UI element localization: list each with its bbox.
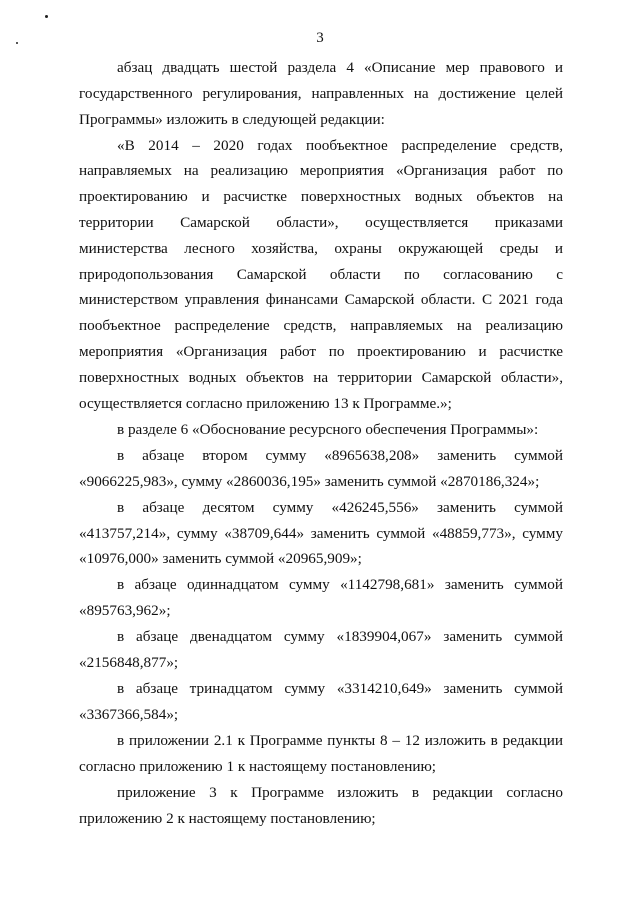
paragraph-section6-intro: в разделе 6 «Обоснование ресурсного обеспечения Программы»: [117, 420, 539, 438]
scan-speck [45, 15, 48, 18]
paragraph-abzac-12: в абзаце двенадцатом сумму «1839904,067» заменить суммой «2156848,877»; [79, 628, 563, 672]
paragraph-abzac-10: в абзаце десятом сумму «426245,556» заменить суммой «413757,214», сумму «38709,644» заменить суммой «48859,773», сумму «10976,000» заменить суммой «20965,909»; [79, 498, 563, 568]
paragraph-section4-intro: абзац двадцать шестой раздела 4 «Описание мер правового и государственного регулирования, направленных на достижение целей Программы» изложить в следующей редакции: [79, 59, 563, 128]
paragraph-quoted-text: «В 2014 – 2020 годах пообъектное распределение средств, направляемых на реализацию мероприятия «Организация работ по проектированию и расчистке поверхностных водных объектов на территории Самарской области», осуществляется приказами министерства лесного хозяйства, охраны окружающей среды и природопользования Самарской области по согласованию с министерством управления финансами Самарской области. С 2021 года пообъектное распределение средств, направляемых на реализацию мероприятия «Организация работ по проектированию и расчистке поверхностных водных объектов на территории Самарской области», осуществляется согласно приложению 13 к Программе.»; [79, 136, 563, 412]
paragraph-abzac-11: в абзаце одиннадцатом сумму «1142798,681» заменить суммой «895763,962»; [79, 576, 563, 620]
page-number: 3 [316, 30, 324, 46]
paragraph-abzac-2: в абзаце втором сумму «8965638,208» заменить суммой «9066225,983», сумму «2860036,195» заменить суммой «2870186,324»; [79, 446, 563, 490]
paragraph-appendix-3: приложение 3 к Программе изложить в редакции согласно приложению 2 к настоящему постановлению; [79, 783, 563, 827]
paragraph-appendix-2-1: в приложении 2.1 к Программе пункты 8 – 12 изложить в редакции согласно приложению 1 к настоящему постановлению; [79, 732, 563, 775]
paragraph-abzac-13: в абзаце тринадцатом сумму «3314210,649» заменить суммой «3367366,584»; [79, 680, 563, 723]
document-body [79, 55, 563, 832]
